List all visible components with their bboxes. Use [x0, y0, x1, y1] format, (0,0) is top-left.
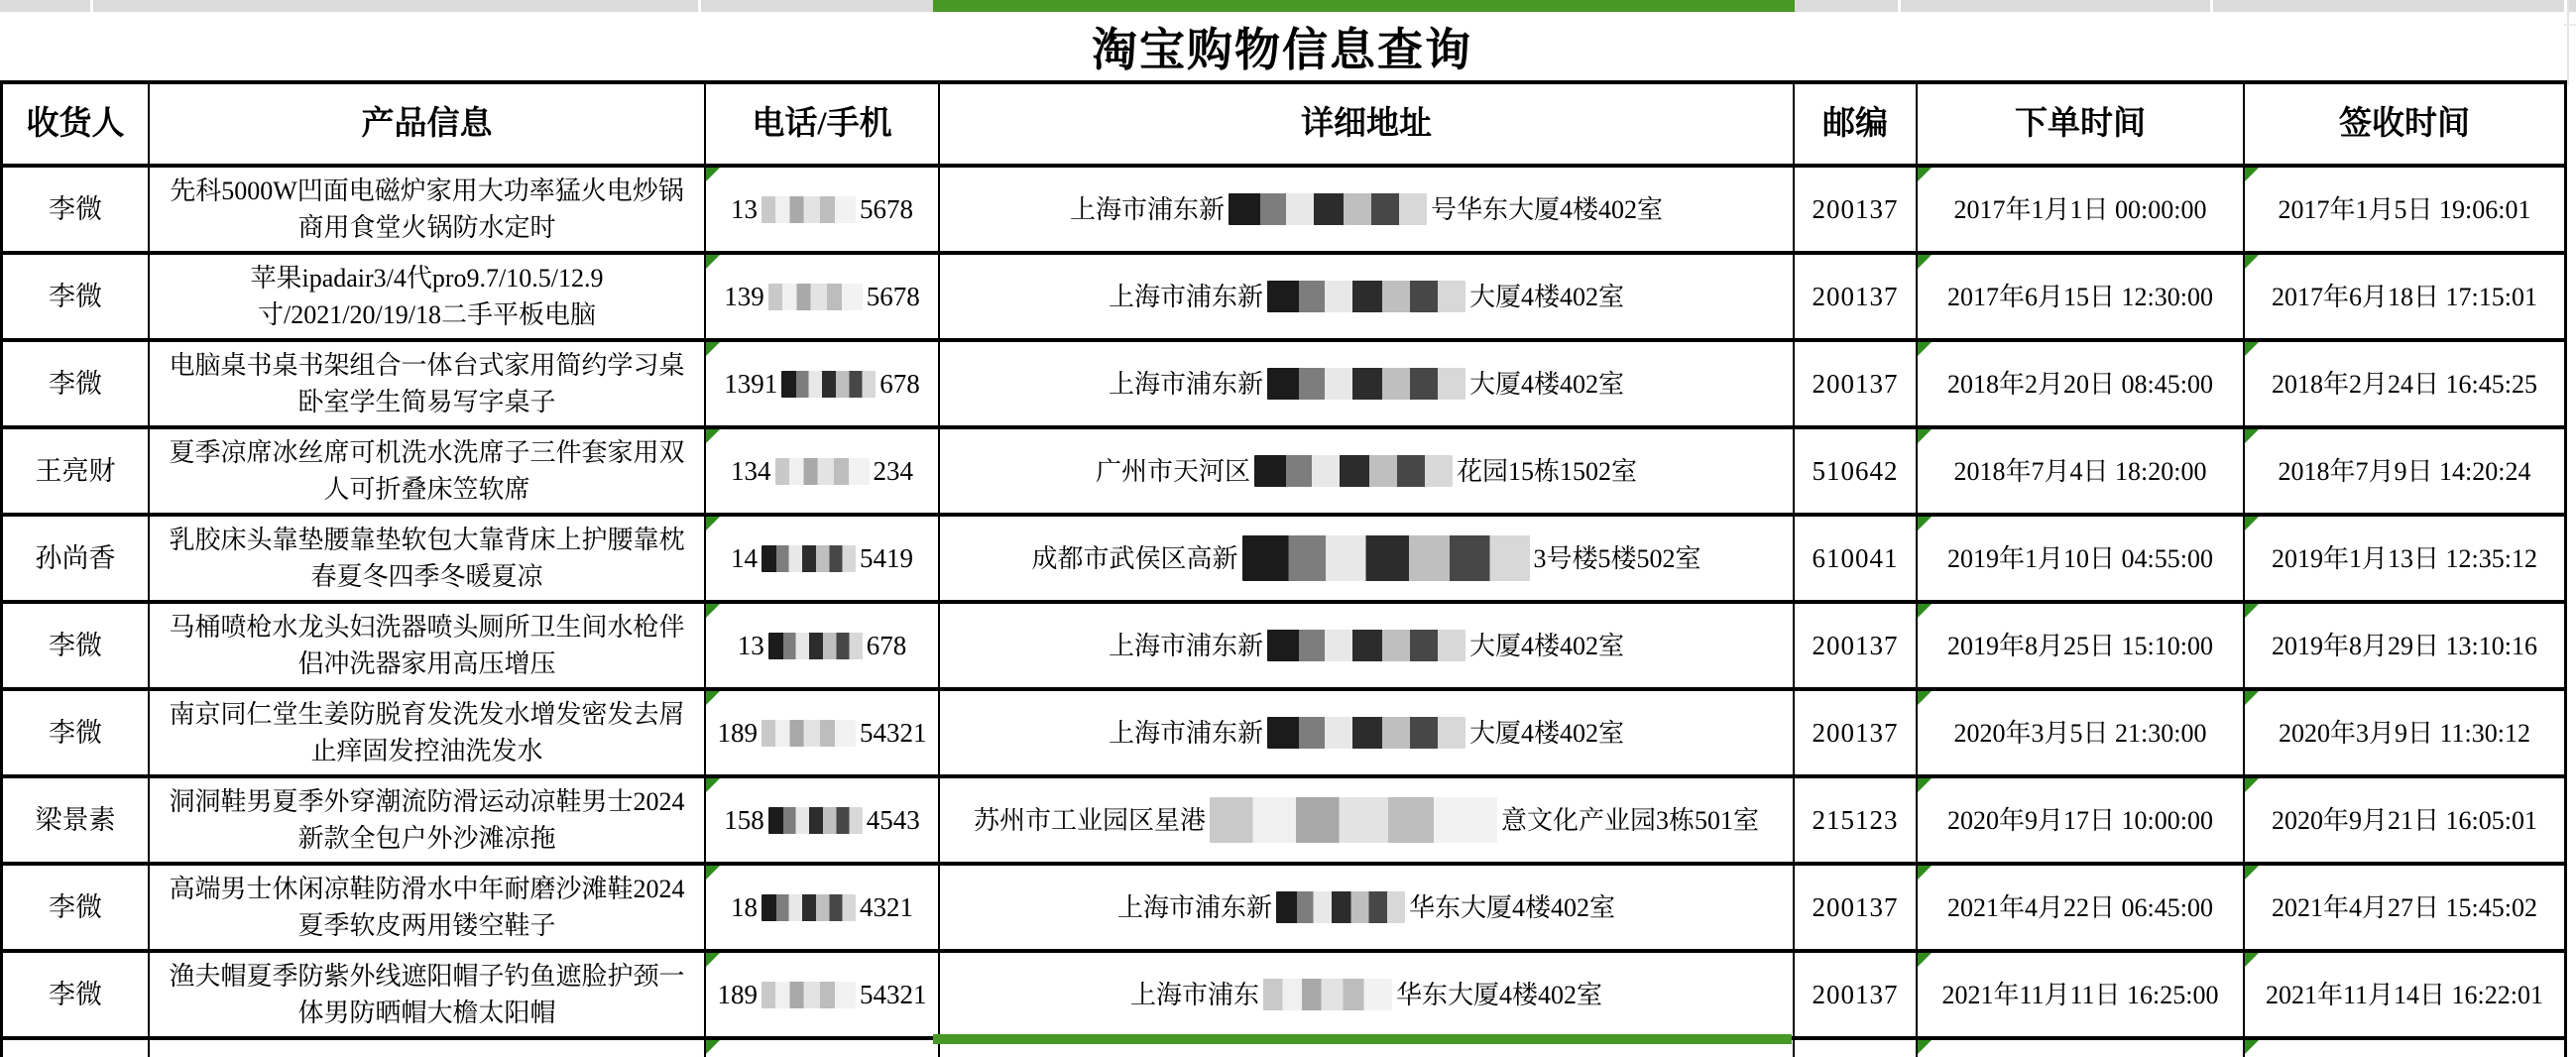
address-cell[interactable] — [940, 953, 1795, 1040]
product-cell[interactable]: 苹果ipadair3/4代pro9.7/10.5/12.9寸/2021/20/19/18二手平板电脑 — [150, 255, 706, 342]
phone-redaction-block — [761, 545, 856, 572]
error-indicator-triangle-icon — [706, 517, 720, 530]
sign-time-cell[interactable] — [2245, 342, 2567, 429]
phone-prefix: 1391 — [724, 368, 778, 399]
address-cell[interactable] — [940, 168, 1795, 255]
data-table — [0, 80, 2567, 1057]
phone-cell[interactable] — [706, 691, 940, 778]
sign-time-cell[interactable] — [2245, 255, 2567, 342]
order-time-value: 2019年1月10日 04:55:00 — [1947, 543, 2213, 573]
address-cell[interactable] — [940, 691, 1795, 778]
selected-column-bottom-border — [933, 1034, 1792, 1044]
sign-time-cell[interactable] — [2245, 168, 2567, 255]
recipient-cell[interactable]: 梁景素 — [3, 778, 150, 866]
phone-cell[interactable] — [706, 429, 940, 517]
error-indicator-triangle-icon — [2245, 517, 2259, 530]
error-indicator-triangle-icon — [2245, 1040, 2259, 1054]
product-cell[interactable]: 乳胶床头靠垫腰靠垫软包大靠背床上护腰靠枕春夏冬四季冬暖夏凉 — [150, 517, 706, 604]
error-indicator-triangle-icon — [706, 255, 720, 269]
error-indicator-triangle-icon — [1918, 691, 1932, 705]
phone-cell[interactable] — [706, 168, 940, 255]
error-indicator-triangle-icon — [706, 778, 720, 792]
order-time-cell[interactable] — [1918, 866, 2245, 953]
error-indicator-triangle-icon — [1918, 778, 1932, 792]
recipient-cell[interactable]: 孙尚香 — [3, 517, 150, 604]
address-redaction-block — [1267, 281, 1465, 312]
phone-suffix: 4321 — [860, 891, 913, 922]
phone-redaction-block — [775, 458, 870, 485]
address-prefix: 上海市浦东新 — [1069, 194, 1225, 224]
phone-prefix: 158 — [724, 804, 764, 835]
phone-redaction-block — [768, 807, 863, 834]
postal-code-cell[interactable]: 200137 — [1795, 168, 1918, 255]
sign-time-value: 2018年7月9日 14:20:24 — [2278, 456, 2531, 486]
order-time-value: 2017年1月1日 00:00:00 — [1953, 194, 2207, 224]
order-time-cell[interactable] — [1918, 168, 2245, 255]
order-time-value: 2020年3月5日 21:30:00 — [1953, 718, 2207, 748]
error-indicator-triangle-icon — [2245, 778, 2259, 792]
error-indicator-triangle-icon — [1918, 517, 1932, 530]
address-suffix: 大厦4楼402室 — [1469, 631, 1625, 660]
phone-suffix: 4543 — [866, 804, 920, 835]
error-indicator-triangle-icon — [2245, 429, 2259, 443]
address-redaction-block — [1242, 535, 1530, 581]
address-cell[interactable] — [940, 255, 1795, 342]
postal-code-cell[interactable]: 215123 — [1795, 778, 1918, 866]
phone-cell[interactable] — [706, 255, 940, 342]
phone-prefix: 189 — [717, 979, 758, 1009]
error-indicator-triangle-icon — [1918, 342, 1932, 356]
product-cell[interactable]: 渔夫帽夏季防紫外线遮阳帽子钓鱼遮脸护颈一体男防晒帽大檐太阳帽 — [150, 953, 706, 1040]
sign-time-cell[interactable] — [2245, 691, 2567, 778]
order-time-cell[interactable] — [1918, 255, 2245, 342]
error-indicator-triangle-icon — [706, 866, 720, 880]
phone-suffix: 5678 — [860, 193, 913, 224]
address-redaction-block — [1263, 979, 1392, 1010]
phone-cell[interactable] — [706, 604, 940, 691]
phone-prefix: 139 — [724, 281, 764, 311]
sign-time-cell[interactable] — [2245, 866, 2567, 953]
phone-cell[interactable] — [706, 778, 940, 866]
phone-redaction-block — [761, 720, 856, 747]
address-cell[interactable] — [940, 866, 1795, 953]
order-time-value: 2017年6月15日 12:30:00 — [1947, 282, 2213, 311]
clipped-cell[interactable] — [150, 1040, 706, 1057]
error-indicator-triangle-icon — [706, 691, 720, 705]
address-cell[interactable] — [940, 429, 1795, 517]
address-suffix: 华东大厦4楼402室 — [1409, 892, 1616, 922]
sheet-gridline-horizontal — [2564, 24, 2576, 26]
address-suffix: 华东大厦4楼402室 — [1396, 980, 1603, 1009]
phone-prefix: 13 — [731, 193, 758, 224]
recipient-cell[interactable]: 李微 — [3, 168, 150, 255]
sign-time-value: 2021年4月27日 15:45:02 — [2272, 892, 2537, 922]
address-prefix: 苏州市工业园区星港 — [973, 805, 1206, 835]
address-suffix: 3号楼5楼502室 — [1533, 543, 1701, 573]
address-prefix: 成都市武侯区高新 — [1031, 543, 1238, 573]
error-indicator-triangle-icon — [706, 1040, 720, 1054]
col-header-order-time[interactable]: 下单时间 — [1918, 84, 2245, 168]
address-redaction-block — [1267, 630, 1465, 661]
error-indicator-triangle-icon — [2245, 866, 2259, 880]
postal-code-cell[interactable]: 200137 — [1795, 691, 1918, 778]
sign-time-cell[interactable] — [2245, 604, 2567, 691]
phone-redaction-block — [768, 633, 863, 659]
phone-prefix: 189 — [717, 717, 758, 748]
address-prefix: 广州市天河区 — [1095, 456, 1250, 486]
address-cell[interactable] — [940, 517, 1795, 604]
sign-time-value: 2017年6月18日 17:15:01 — [2272, 282, 2537, 311]
postal-code-cell[interactable]: 610041 — [1795, 517, 1918, 604]
sheet-gridline — [90, 0, 93, 12]
order-time-value: 2018年2月20日 08:45:00 — [1947, 369, 2213, 399]
order-time-value: 2018年7月4日 18:20:00 — [1953, 456, 2207, 486]
sign-time-cell[interactable] — [2245, 517, 2567, 604]
order-time-value: 2020年9月17日 10:00:00 — [1947, 805, 2213, 835]
recipient-cell[interactable]: 李微 — [3, 604, 150, 691]
order-time-value: 2021年4月22日 06:45:00 — [1947, 892, 2213, 922]
error-indicator-triangle-icon — [706, 342, 720, 356]
phone-suffix: 234 — [873, 455, 913, 486]
phone-redaction-block — [761, 982, 856, 1008]
address-suffix: 大厦4楼402室 — [1469, 282, 1625, 311]
col-header-recipient[interactable]: 收货人 — [3, 84, 150, 168]
clipped-cell[interactable] — [1795, 1040, 1918, 1057]
recipient-cell[interactable]: 李微 — [3, 953, 150, 1040]
address-cell[interactable] — [940, 604, 1795, 691]
col-header-sign-time[interactable]: 签收时间 — [2245, 84, 2567, 168]
clipped-cell[interactable] — [706, 1040, 940, 1057]
postal-code-cell[interactable]: 200137 — [1795, 255, 1918, 342]
address-suffix: 大厦4楼402室 — [1469, 718, 1625, 748]
order-time-cell[interactable] — [1918, 342, 2245, 429]
address-prefix: 上海市浦东新 — [1108, 369, 1263, 399]
address-prefix: 上海市浦东新 — [1108, 631, 1263, 660]
phone-suffix: 678 — [879, 368, 920, 399]
product-cell[interactable]: 先科5000W凹面电磁炉家用大功率猛火电炒锅商用食堂火锅防水定时 — [150, 168, 706, 255]
error-indicator-triangle-icon — [1918, 604, 1932, 618]
address-redaction-block — [1267, 717, 1465, 749]
phone-suffix: 5678 — [866, 281, 920, 311]
phone-redaction-block — [761, 196, 856, 223]
sign-time-value: 2018年2月24日 16:45:25 — [2272, 369, 2537, 399]
error-indicator-triangle-icon — [2245, 342, 2259, 356]
error-indicator-triangle-icon — [2245, 953, 2259, 967]
address-suffix: 大厦4楼402室 — [1469, 369, 1625, 399]
product-cell[interactable]: 夏季凉席冰丝席可机洗水洗席子三件套家用双人可折叠床笠软席 — [150, 429, 706, 517]
product-cell[interactable]: 洞洞鞋男夏季外穿潮流防滑运动凉鞋男士2024新款全包户外沙滩凉拖 — [150, 778, 706, 866]
recipient-cell[interactable]: 李微 — [3, 691, 150, 778]
sheet-gridline — [2210, 0, 2213, 12]
clipped-cell[interactable] — [1918, 1040, 2245, 1057]
recipient-cell[interactable]: 李微 — [3, 255, 150, 342]
phone-prefix: 134 — [731, 455, 771, 486]
phone-redaction-block — [768, 284, 863, 310]
phone-redaction-block — [761, 894, 856, 921]
postal-code-cell[interactable]: 200137 — [1795, 342, 1918, 429]
address-prefix: 上海市浦东新 — [1108, 282, 1263, 311]
order-time-cell[interactable] — [1918, 517, 2245, 604]
phone-suffix: 54321 — [860, 979, 927, 1009]
phone-prefix: 18 — [731, 891, 758, 922]
error-indicator-triangle-icon — [1918, 953, 1932, 967]
error-indicator-triangle-icon — [1918, 866, 1932, 880]
sign-time-cell[interactable] — [2245, 429, 2567, 517]
error-indicator-triangle-icon — [1918, 429, 1932, 443]
error-indicator-triangle-icon — [706, 168, 720, 181]
order-time-cell[interactable] — [1918, 953, 2245, 1040]
recipient-cell[interactable]: 李微 — [3, 866, 150, 953]
error-indicator-triangle-icon — [706, 429, 720, 443]
product-cell[interactable]: 电脑桌书桌书架组合一体台式家用简约学习桌卧室学生简易写字桌子 — [150, 342, 706, 429]
phone-suffix: 5419 — [860, 542, 913, 573]
col-header-address[interactable]: 详细地址 — [940, 84, 1795, 168]
phone-cell[interactable] — [706, 866, 940, 953]
recipient-cell[interactable]: 王亮财 — [3, 429, 150, 517]
order-time-cell[interactable] — [1918, 604, 2245, 691]
order-time-cell[interactable] — [1918, 429, 2245, 517]
sign-time-value: 2017年1月5日 19:06:01 — [2278, 194, 2531, 224]
phone-cell[interactable] — [706, 517, 940, 604]
col-header-product[interactable]: 产品信息 — [150, 84, 706, 168]
phone-suffix: 678 — [866, 630, 907, 660]
error-indicator-triangle-icon — [2245, 604, 2259, 618]
order-time-cell[interactable] — [1918, 778, 2245, 866]
sign-time-value: 2021年11月14日 16:22:01 — [2266, 980, 2543, 1009]
error-indicator-triangle-icon — [2245, 255, 2259, 269]
selected-column-top-border — [933, 0, 1795, 12]
sheet-top-strip — [0, 0, 2576, 12]
phone-suffix: 54321 — [860, 717, 927, 748]
order-time-value: 2021年11月11日 16:25:00 — [1941, 980, 2219, 1009]
sign-time-value: 2019年1月13日 12:35:12 — [2272, 543, 2537, 573]
sign-time-cell[interactable] — [2245, 953, 2567, 1040]
address-redaction-block — [1276, 891, 1405, 923]
address-suffix: 号华东大厦4楼402室 — [1431, 194, 1664, 224]
phone-cell[interactable] — [706, 342, 940, 429]
address-prefix: 上海市浦东新 — [1108, 718, 1263, 748]
sign-time-cell[interactable] — [2245, 778, 2567, 866]
postal-code-cell[interactable]: 510642 — [1795, 429, 1918, 517]
error-indicator-triangle-icon — [1918, 255, 1932, 269]
phone-redaction-block — [781, 371, 876, 398]
product-cell[interactable]: 南京同仁堂生姜防脱育发洗发水增发密发去屑止痒固发控油洗发水 — [150, 691, 706, 778]
address-redaction-block — [1267, 368, 1465, 400]
recipient-cell[interactable]: 李微 — [3, 342, 150, 429]
postal-code-cell[interactable]: 200137 — [1795, 866, 1918, 953]
product-cell[interactable]: 马桶喷枪水龙头妇洗器喷头厕所卫生间水枪伴侣冲洗器家用高压增压 — [150, 604, 706, 691]
error-indicator-triangle-icon — [2245, 691, 2259, 705]
postal-code-cell[interactable]: 200137 — [1795, 604, 1918, 691]
product-cell[interactable]: 高端男士休闲凉鞋防滑水中年耐磨沙滩鞋2024夏季软皮两用镂空鞋子 — [150, 866, 706, 953]
sign-time-value: 2019年8月29日 13:10:16 — [2272, 631, 2537, 660]
sign-time-value: 2020年9月21日 16:05:01 — [2272, 805, 2537, 835]
address-prefix: 上海市浦东 — [1129, 980, 1259, 1009]
error-indicator-triangle-icon — [1918, 168, 1932, 181]
clipped-cell[interactable] — [3, 1040, 150, 1057]
col-header-postal[interactable]: 邮编 — [1795, 84, 1918, 168]
page-title[interactable]: 淘宝购物信息查询 — [1092, 24, 1472, 75]
address-redaction-block — [1229, 193, 1427, 225]
error-indicator-triangle-icon — [706, 953, 720, 967]
error-indicator-triangle-icon — [706, 604, 720, 618]
sheet-gridline — [1898, 0, 1901, 12]
order-time-value: 2019年8月25日 15:10:00 — [1947, 631, 2213, 660]
address-redaction-block — [1210, 797, 1497, 843]
sheet-gridline — [698, 0, 701, 12]
address-cell[interactable] — [940, 342, 1795, 429]
address-redaction-block — [1254, 455, 1453, 487]
col-header-phone[interactable]: 电话/手机 — [706, 84, 940, 168]
phone-cell[interactable] — [706, 953, 940, 1040]
address-suffix: 意文化产业园3栋501室 — [1501, 805, 1760, 835]
clipped-cell[interactable] — [2245, 1040, 2567, 1057]
order-time-cell[interactable] — [1918, 691, 2245, 778]
address-suffix: 花园15栋1502室 — [1457, 456, 1638, 486]
sheet-gridline-vertical — [2567, 0, 2569, 85]
sign-time-value: 2020年3月9日 11:30:12 — [2279, 718, 2530, 748]
error-indicator-triangle-icon — [1918, 1040, 1932, 1054]
address-prefix: 上海市浦东新 — [1116, 892, 1272, 922]
phone-prefix: 13 — [737, 630, 764, 660]
phone-prefix: 14 — [731, 542, 758, 573]
error-indicator-triangle-icon — [2245, 168, 2259, 181]
postal-code-cell[interactable]: 200137 — [1795, 953, 1918, 1040]
address-cell[interactable] — [940, 778, 1795, 866]
